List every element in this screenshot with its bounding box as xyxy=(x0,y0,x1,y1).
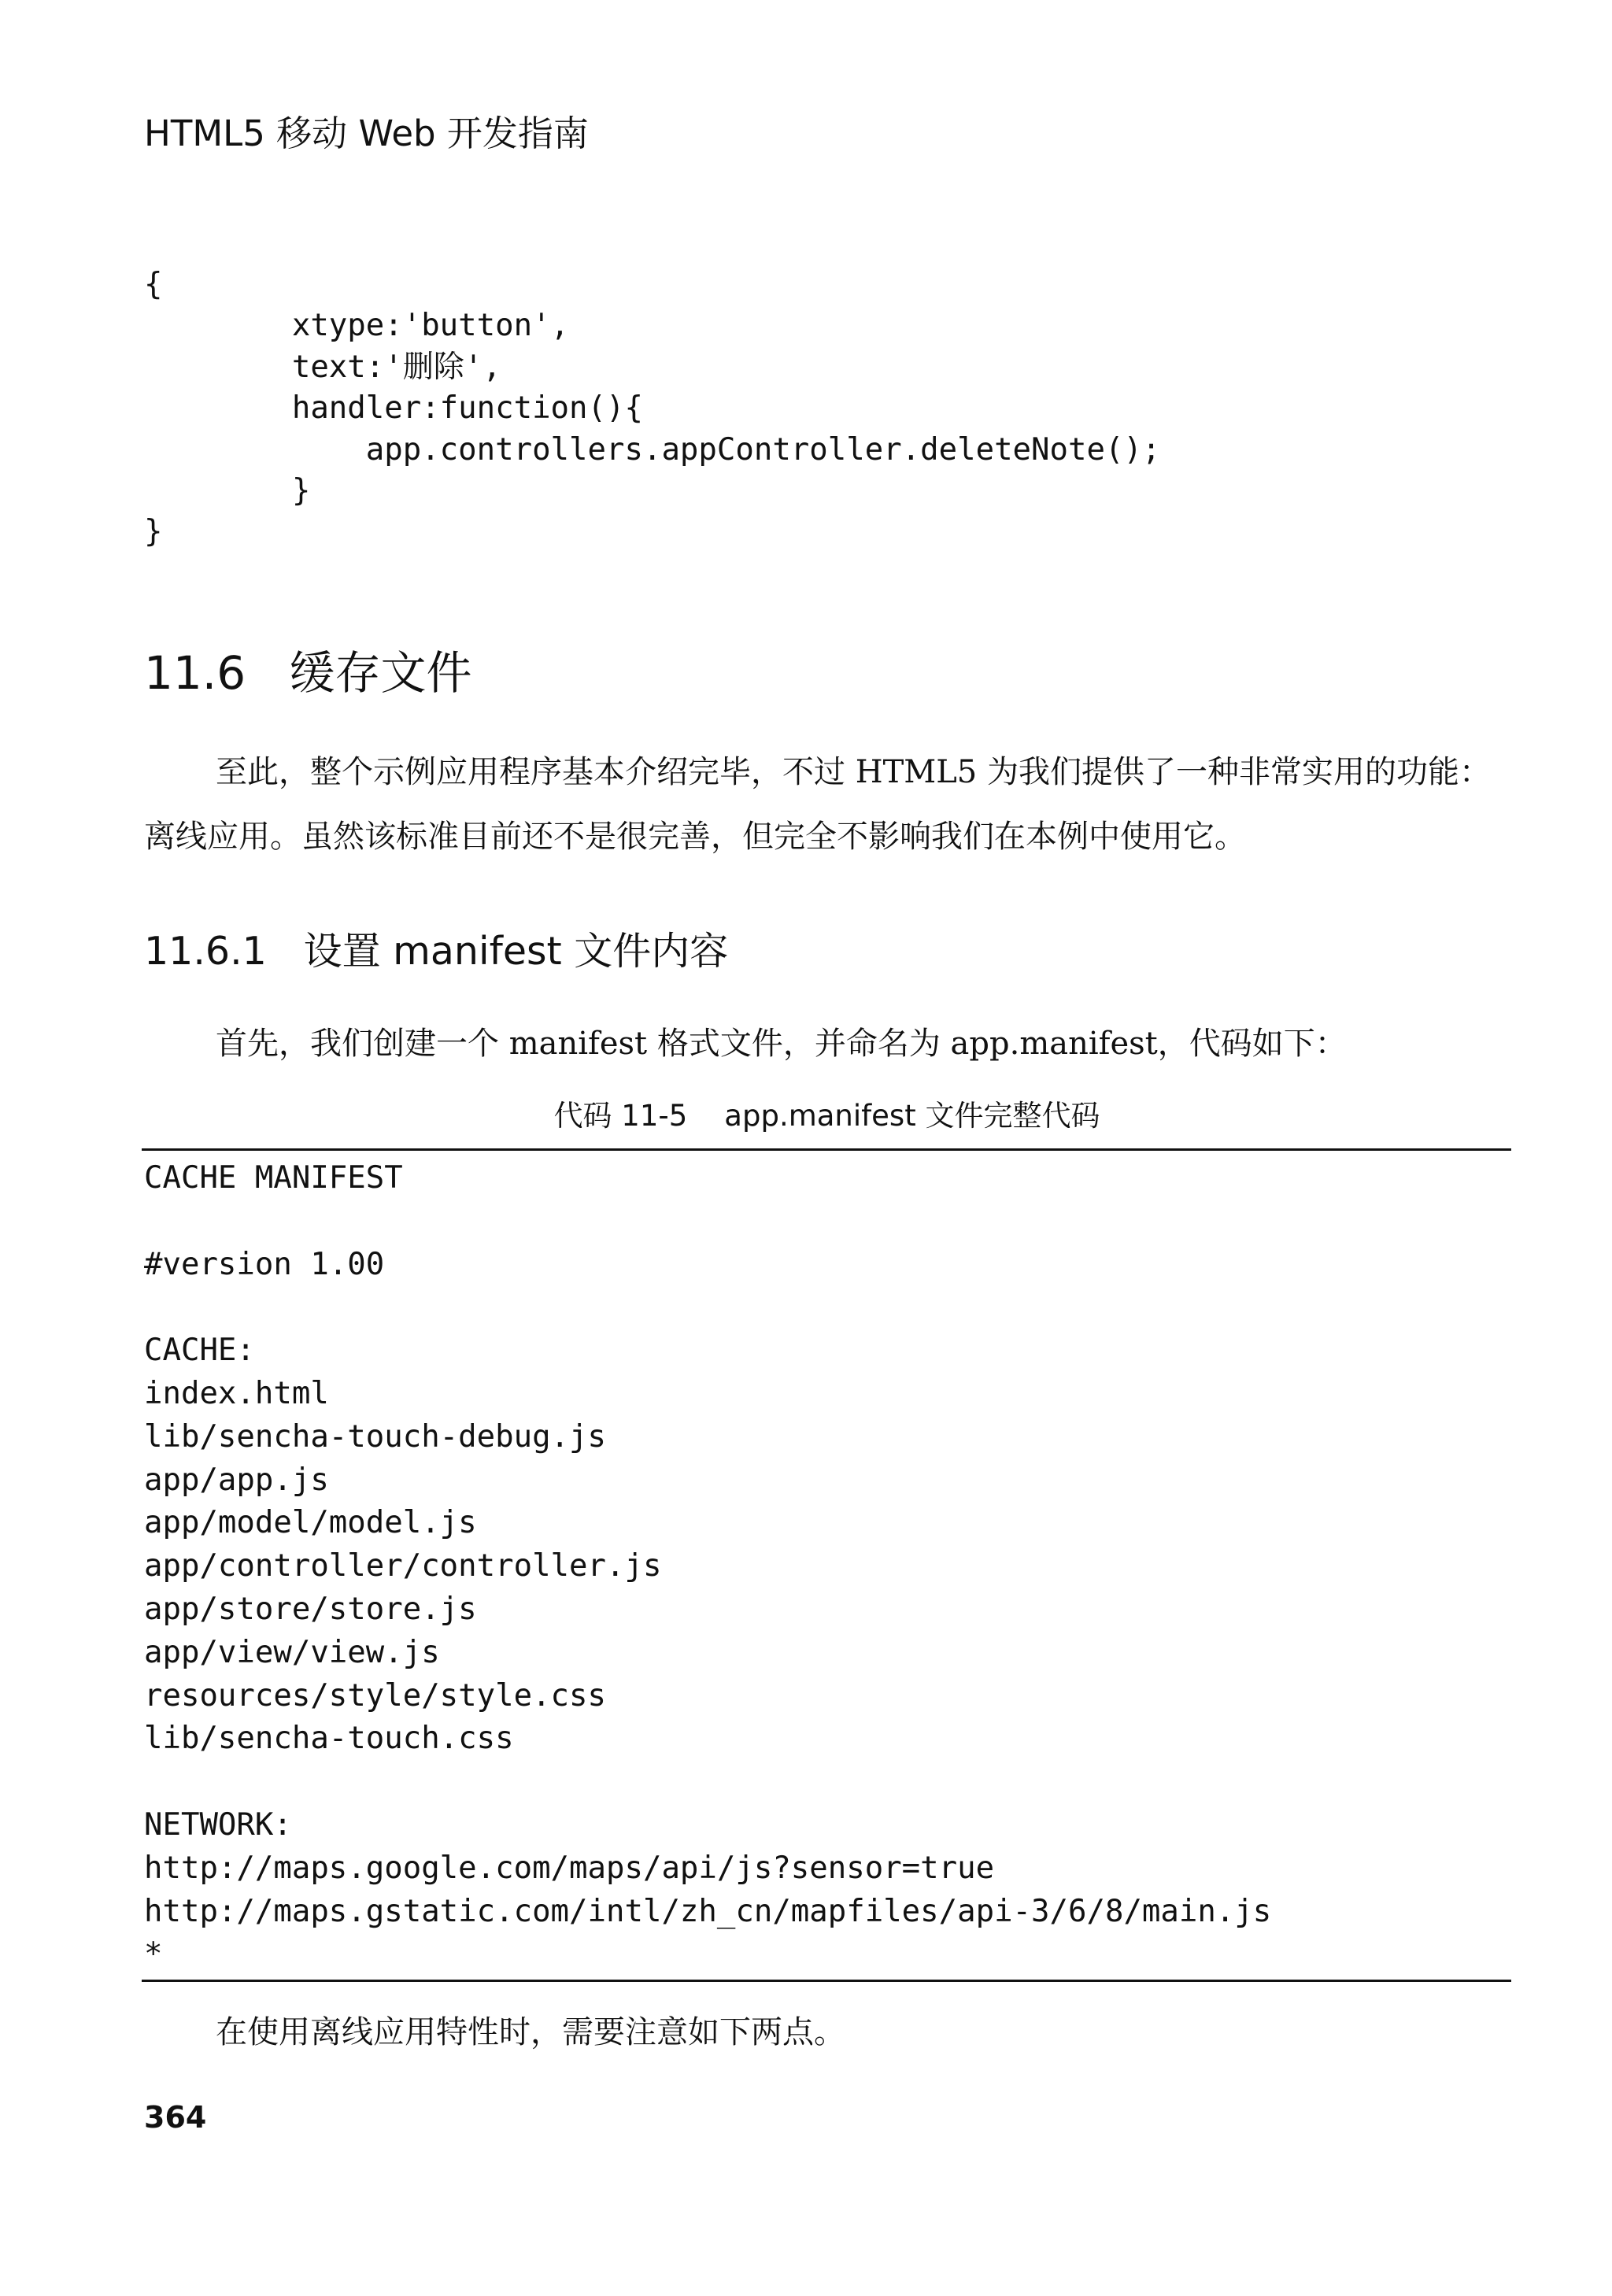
running-header: HTML5 移动 Web 开发指南 xyxy=(144,113,589,154)
code-snippet: { xtype:'button', text:'删除', handler:function(){ app.controllers.appController.deleteNote(); } } xyxy=(144,267,1161,550)
subsection-heading: 11.6.1 设置 manifest 文件内容 xyxy=(144,929,729,974)
listing-top-rule xyxy=(142,1148,1511,1151)
listing-bottom-rule xyxy=(142,1980,1511,1982)
closing-paragraph: 在使用离线应用特性时，需要注意如下两点。 xyxy=(216,2014,845,2050)
manifest-code-listing: CACHE MANIFEST #version 1.00 CACHE: index.html lib/sencha-touch-debug.js app/app.js app/model/model.js app/controller/controller.js app/store/store.js app/view/view.js resources/style/style.css lib/sencha-touch.css NETWORK: http://maps.google.com/maps/api/js?sensor=true http://maps.gstatic.com/intl/zh_cn/mapfiles/api-3/6/8/main.js * xyxy=(144,1160,1272,1972)
section-heading: 11.6 缓存文件 xyxy=(144,646,472,700)
page-number: 364 xyxy=(144,2100,207,2135)
subsection-paragraph: 首先，我们创建一个 manifest 格式文件，并命名为 app.manifest，代码如下： xyxy=(216,1026,1347,1062)
listing-caption: 代码 11-5 app.manifest 文件完整代码 xyxy=(553,1099,1100,1133)
section-paragraph: 至此，整个示例应用程序基本介绍完毕，不过 HTML5 为我们提供了一种非常实用的功能：离线应用。虽然该标准目前还不是很完善，但完全不影响我们在本例中使用它。 xyxy=(144,754,1491,855)
